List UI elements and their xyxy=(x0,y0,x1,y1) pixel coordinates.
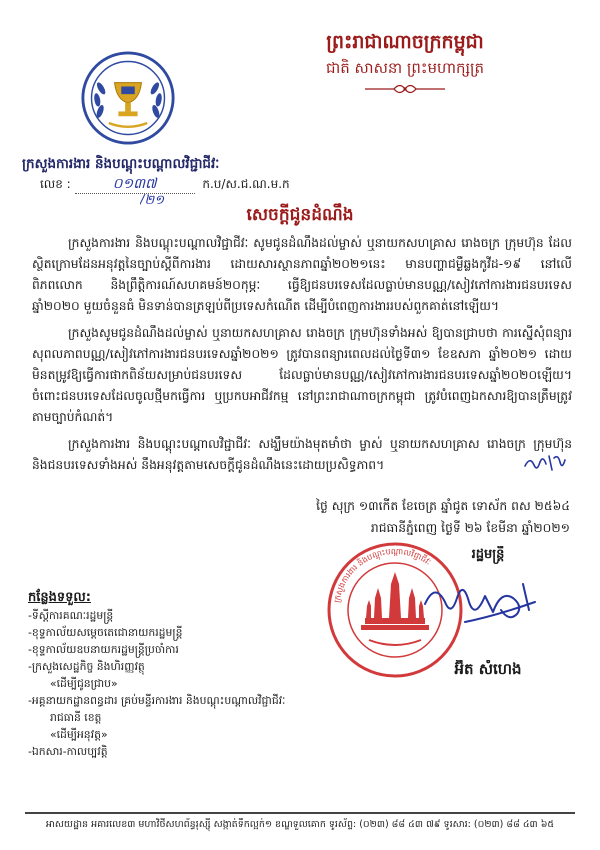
recipient-item: -ខុទ្ទកាល័យឧបនាយករដ្ឋមន្ត្រីប្រចាំការ xyxy=(28,643,179,656)
recipient-item: -ក្រសួងសេដ្ឋកិច្ច និងហិរញ្ញវត្ថុ xyxy=(28,660,145,673)
recipient-purpose: «ដើម្បីអនុវត្ត» xyxy=(50,728,108,741)
kingdom-header xyxy=(250,28,560,96)
document-title: សេចក្តីជូនដំណឹង xyxy=(246,205,354,225)
recipients-heading: កន្លែងទទួល: xyxy=(28,590,91,605)
signatory-name: អ៊ិត សំហេង xyxy=(454,660,522,678)
recipient-item: -ឯកសារ-កាលប្បវត្តិ xyxy=(28,745,108,758)
recipient-item: -ខុទ្ទកាល័យសម្តេចតេជោនាយករដ្ឋមន្ត្រី xyxy=(28,626,183,639)
recipients-block xyxy=(28,588,323,778)
reference-code: ក.ប/ស.ជ.ណ.ម.ក xyxy=(202,177,290,191)
footer-divider xyxy=(25,812,575,814)
kingdom-name: ព្រះរាជាណាចក្រកម្ពុជា xyxy=(326,31,484,53)
stamp-ring-text: ក្រសួងការងារ និងបណ្តុះបណ្តាលវិជ្ជាជីវៈ xyxy=(332,546,433,604)
lunar-date: ថ្ងៃ សុក្រ ១៣កើត ខែចេត្រ ឆ្នាំជូត ទោស័ក ពស ២៥៦៤ xyxy=(316,499,570,513)
reference-label: លេខ : xyxy=(40,177,71,191)
ministry-name: ក្រសួងការងារ និងបណ្តុះបណ្តាលវិជ្ជាជីវៈ xyxy=(22,156,220,172)
reference-year: /២១ xyxy=(140,193,165,208)
notice-body xyxy=(32,233,572,483)
national-motto: ជាតិ សាសនា ព្រះមហាក្សត្រ xyxy=(325,59,485,77)
footer-address: អាសយដ្ឋាន អគារលេខ៣ មហាវិថីសហព័ន្ធរុស្ស៊ី សង្កាត់ទឹកល្អក់១ ខណ្ឌទួលគោក ទូរស័ព្ទ: (០២៣) ៨៨ ៤៣ ៧៩ ទូរសារ: (០២៣) ៨៨ ៤៣ ៦៥ xyxy=(45,819,555,830)
paragraph-3: ក្រសួងការងារ និងបណ្តុះបណ្តាលវិជ្ជាជីវៈ សង្ឃឹមយ៉ាងមុតមាំថា ម្ចាស់ ឬនាយកសហគ្រាស រោងចក្រ ក្រុមហ៊ុន និងជនបរទេសទាំងអស់ នឹងអនុវត្តតាមសេចក្តីជូនដំណឹងនេះដោយប្រសិទ្ធភាព។ xyxy=(32,437,572,472)
paragraph-2: ក្រសួងសូមជូនដំណឹងដល់ម្ចាស់ ឬនាយកសហគ្រាស រោងចក្រ ក្រុមហ៊ុនទាំងអស់ ឱ្យបានជ្រាបថា ការស្នើសុំពន្យារសុពលភាពបណ្ណ/សៀវភៅការងារជនបរទេសឆ្នាំ២០២១ ត្រូវបានពន្យារពេលដល់ថ្ងៃទី៣១ ខែឧសភា ឆ្នាំ២០២១ ដោយមិនតម្រូវឱ្យធ្វើការផាកពិន័យសម្រាប់ជនបរទេស ដែលធ្លាប់មានបណ្ណ/សៀវភៅការងារជនបរទេសឆ្នាំ២០២០ឡើយ។ ចំពោះជនបរទេសដែលចូលថ្មីមកធ្វើការ ឬប្រកបអាជីវកម្ម នៅព្រះរាជាណាចក្រកម្ពុជា ត្រូវបំពេញឯកសារឱ្យបានត្រឹមត្រូវតាមច្បាប់កំណត់។ xyxy=(32,326,572,424)
recipient-item: -អគ្គនាយកដ្ឋានពន្ធដារ គ្រប់មន្ទីរការងារ និងបណ្តុះបណ្តាលវិជ្ជាជីវៈ xyxy=(28,694,286,707)
solar-date: រាជធានីភ្នំពេញ ថ្ងៃទី ២៦ ខែមីនា ឆ្នាំ២០២១ xyxy=(370,521,570,535)
reference-number xyxy=(40,175,340,194)
recipient-item: រាជធានី ខេត្ត xyxy=(50,711,102,724)
recipient-purpose: «ដើម្បីជូនជ្រាប» xyxy=(50,677,118,690)
ornament-icon xyxy=(360,82,450,96)
paragraph-1: ក្រសួងការងារ និងបណ្តុះបណ្តាលវិជ្ជាជីវៈ សូមជូនដំណឹងដល់ម្ចាស់ ឬនាយកសហគ្រាស រោងចក្រ ក្រុមហ៊ុន ដែលស្ថិតក្រោមដែនអនុវត្តនៃច្បាប់ស្តីពីការងារ ដោយសារស្ថានភាពឆ្នាំ២០២១នេះ មានបញ្ហាជម្ងឺឆ្លងកូវីដ-១៩ នៅលើពិភពលោក និងព្រឹត្តិការណ៍សហគមន៍២០កុម្ភៈ ធ្វើឱ្យជនបរទេសដែលធ្លាប់មានបណ្ណ/សៀវភៅការងារជនបរទេសឆ្នាំ២០២០ មួយចំនួនធំ មិនទាន់បានត្រឡប់ពីប្រទេសកំណើត ដើម្បីបំពេញការងាររបស់ពួកគាត់នៅឡើយ។ xyxy=(32,236,572,313)
recipient-item: -ទីស្តីការគណៈរដ្ឋមន្ត្រី xyxy=(28,609,114,622)
signatory-position: រដ្ឋមន្ត្រី xyxy=(471,547,505,562)
signature xyxy=(405,562,555,652)
ministry-logo xyxy=(80,50,176,146)
handwritten-initials xyxy=(522,452,568,474)
reference-handwritten-number: ០១៣៧ xyxy=(75,175,195,194)
